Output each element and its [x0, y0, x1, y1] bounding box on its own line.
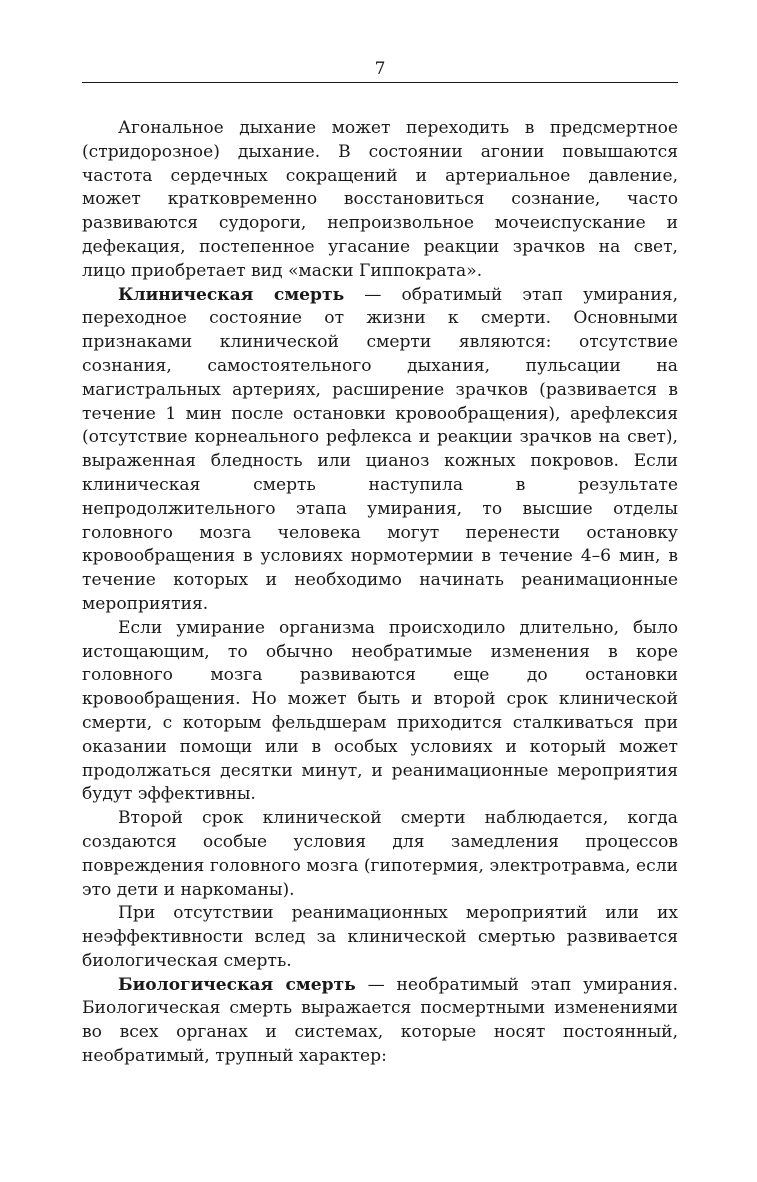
paragraph-agonal-breathing: Агональное дыхание может переходить в предсмертное (стридорозное) дыхание. В состоянии агонии повышаются частота сердечных сокращений и артериальное давление, может кратковременно восстановиться сознание, часто развиваются судороги, непроизвольное мочеиспускание и дефекация, постепенное угасание реакции зрачков на свет, лицо приобретает вид «маски Гиппократа». — [82, 118, 678, 281]
book-page — [82, 58, 678, 1069]
paragraph-biological-death-text: — необратимый этап умирания. Биологическая смерть выражается посмертными изменениями во всех органах и системах, которые носят постоянный, необратимый, трупный характер: — [82, 974, 678, 1067]
page-number: 7 — [374, 59, 386, 79]
page-header — [82, 58, 678, 83]
paragraph-second-term: Второй срок клинической смерти наблюдается, когда создаются особые условия для замедления процессов повреждения головного мозга (гипотермия, электротравма, если это дети и наркоманы). — [82, 808, 678, 900]
term-biological-death: Биологическая смерть — [118, 974, 356, 995]
body-text — [82, 117, 678, 1069]
paragraph-no-resuscitation: При отсутствии реанимационных мероприятий или их неэффективности вслед за клинической смертью развивается биологическая смерть. — [82, 903, 678, 971]
paragraph-prolonged-dying: Если умирание организма происходило длительно, было истощающим, то обычно необратимые изменения в коре головного мозга развиваются еще до остановки кровообращения. Но может быть и второй срок клинической смерти, с которым фельдшерам приходится сталкиваться при оказании помощи или в особых условиях и который может продолжаться десятки минут, и реанимационные мероприятия будут эффективны. — [82, 617, 678, 805]
paragraph-clinical-death-text: — обратимый этап умирания, переходное состояние от жизни к смерти. Основными признаками клинической смерти являются: отсутствие сознания, самостоятельного дыхания, пульсации на магистральных артериях, расширение зрачков (развивается в течение 1 мин после остановки кровообращения), арефлексия (отсутствие корнеального рефлекса и реакции зрачков на свет), выраженная бледность или цианоз кожных покровов. Если клиническая смерть наступила в результате непродолжительного этапа умирания, то высшие отделы головного мозга человека могут перенести остановку кровообращения в условиях нормотермии в течение 4–6 мин, в течение которых и необходимо начинать реанимационные мероприятия. — [82, 284, 679, 614]
paragraph-biological-death — [82, 974, 678, 1069]
paragraph-clinical-death — [82, 284, 678, 617]
term-clinical-death: Клиническая смерть — [118, 284, 345, 305]
